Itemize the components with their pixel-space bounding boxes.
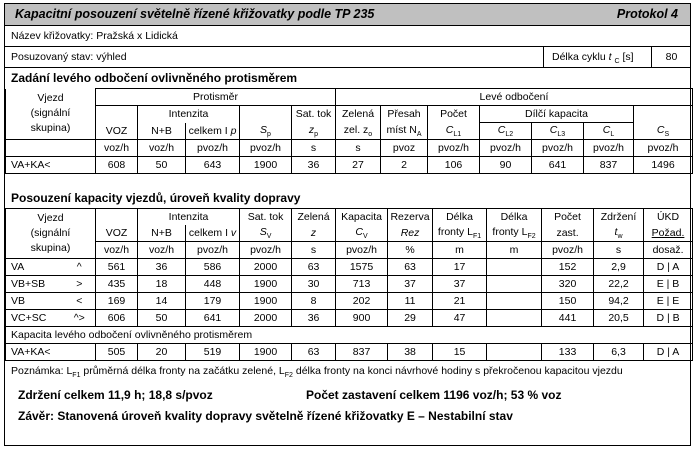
left-turn-header: Levé odbočení: [336, 89, 693, 106]
state-row: [5, 47, 690, 68]
table-row: VA ^ 561 36 586 2000 63 1575 63 17 152 2,9 D | A: [6, 259, 693, 276]
capacity-assessment-table: Vjezd (signální skupina) Intenzita Sat. tok Zelená Kapacita Rezerva Délka Délka Počet Zdržení ÚKD VOZ N+B celkem I v $S_V$ z $C_V$ Rez fronty $L_{F1}$ fronty $L_{F2}$ zast. $t_w$ Požad. voz/h voz/h pvoz/h pvoz/h s pvoz/h % m m pvoz/h s dosaž. VA ^ 561 36 586 2000 63 1575 63 17 152 2,9 D | A VB+SB > 435 18 448 1900 30 713 37 37 320 22,2 E | B VB < 169 14 179 1900 8 202 11 21 150 94,2 E | E VC+SC ^> 606 50 641 2000 36 900 29 47 441 20,5 D | B Kapacita levého odbočení ovlivněného protisměrem VA+KA< 505 20 519 1900 63 837 38 15 133 6,3 D | A: [5, 208, 693, 361]
left-turn-input-table: Vjezd (signální skupina) Protisměr Levé odbočení Intenzita Sat. tok Zelená Přesah Počet Dílčí kapacita VOZ N+B celkem I p $S_p$ $z_p$ zel. $z_o$ míst $N_A$ $C_{L1}$ $C_{L2}$ $C_{L3}$ $C_L$ $C_S$ voz/h voz/h pvoz/h pvoz/h s s pvoz pvoz/h pvoz/h pvoz/h pvoz/h pvoz/h VA+KA< 608 50 643 1900 36 27 2 106 90 641 837 1496: [5, 88, 693, 174]
intersection-row: [5, 26, 690, 47]
intersection-value: Pražská x Lidická: [96, 30, 178, 42]
intersection-label: Název křižovatky:: [11, 30, 94, 42]
partial-capacity-header: Dílčí kapacita: [480, 106, 634, 123]
cycle-length-value: 80: [651, 47, 691, 67]
protocol-number: Protokol 4: [616, 7, 678, 21]
section1-title: Zadání levého odbočení ovlivněného protisměrem: [11, 71, 298, 85]
opposing-header: Protisměr: [96, 89, 336, 106]
table-row: VB < 169 14 179 1900 8 202 11 21 150 94,2 E | E: [6, 293, 693, 310]
total-stops: Počet zastavení celkem 1196 voz/h; 53 % voz: [306, 388, 562, 402]
total-delay: Zdržení celkem 11,9 h; 18,8 s/pvoz: [18, 388, 213, 402]
protocol-sheet: [4, 3, 691, 446]
vjezd-header: Vjezd (signální skupina): [6, 209, 96, 259]
state-label: Posuzovaný stav:: [11, 51, 94, 63]
footnote: Poznámka: $L_{F1}$ průměrná délka fronty na začátku zelené, $L_{F2}$ délka fronty na konci návrhové hodiny s překročenou kapacitou vjezdu: [11, 365, 623, 380]
left-turn-capacity-label: Kapacita levého odbočení ovlivněného protisměrem: [6, 327, 693, 344]
state-value: výhled: [96, 51, 127, 63]
section2-title: Posouzení kapacity vjezdů, úroveň kvality dopravy: [11, 191, 301, 205]
conclusion: Závěr: Stanovená úroveň kvality dopravy světelně řízené křižovatky E – Nestabilní stav: [18, 409, 513, 423]
table-row: VA+KA< 608 50 643 1900 36 27 2 106 90 641 837 1496: [6, 157, 693, 174]
table-row: VA+KA< 505 20 519 1900 63 837 38 15 133 6,3 D | A: [6, 344, 693, 361]
title-bar: [5, 4, 690, 26]
table-row: VC+SC ^> 606 50 641 2000 36 900 29 47 441 20,5 D | B: [6, 310, 693, 327]
vjezd-header: Vjezd (signální skupina): [6, 89, 96, 140]
page-title: Kapacitní posouzení světelně řízené křižovatky podle TP 235: [15, 7, 375, 21]
table-row: VB+SB > 435 18 448 1900 30 713 37 37 320 22,2 E | B: [6, 276, 693, 293]
cycle-length-label: Délka cyklu t $_C$ [s]: [543, 47, 652, 67]
